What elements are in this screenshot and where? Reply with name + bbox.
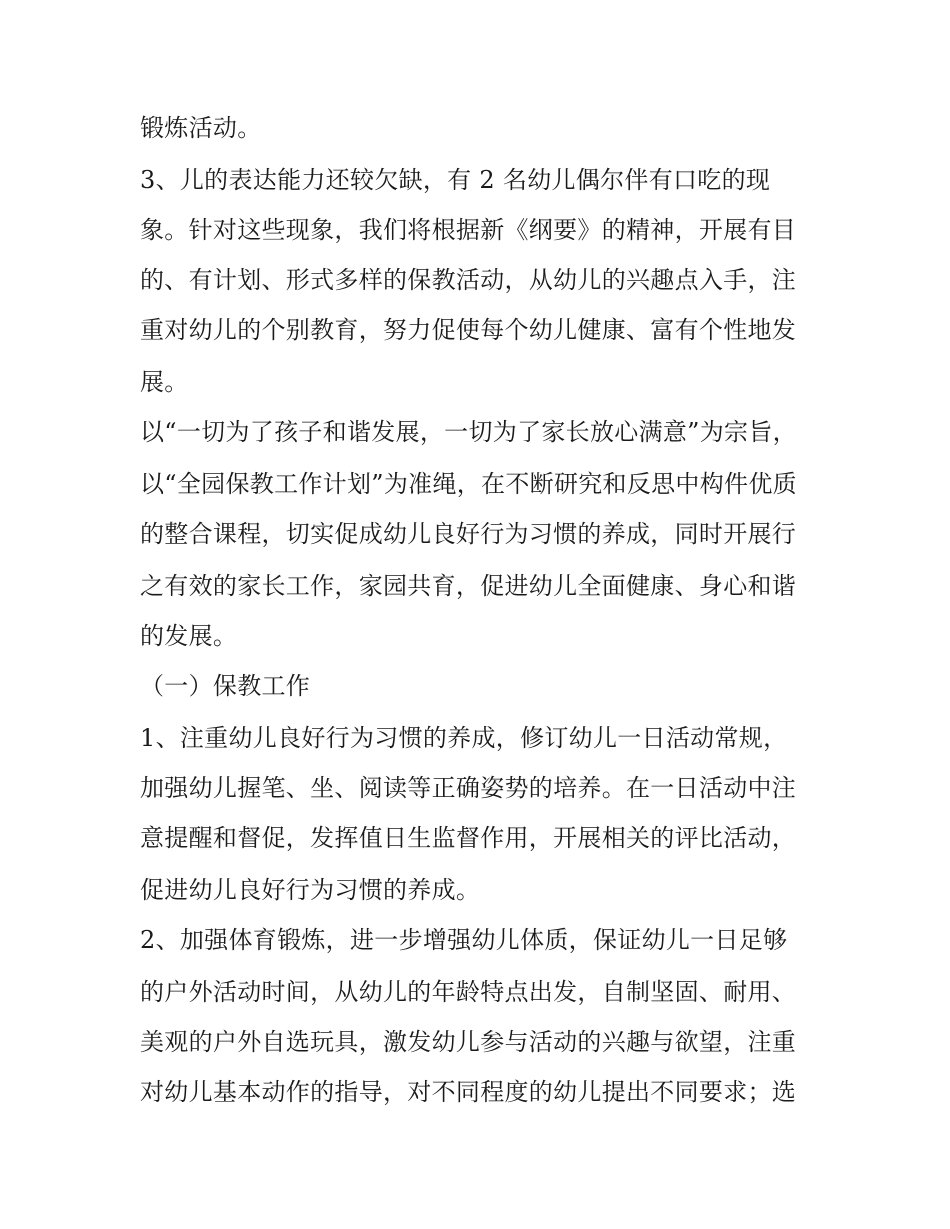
text-line: 1、注重幼儿良好行为习惯的养成，修订幼儿一日活动常规， xyxy=(140,724,788,752)
text-line: 重对幼儿的个别教育，努力促使每个幼儿健康、富有个性地发 xyxy=(140,316,797,344)
text-line: 的户外活动时间，从幼儿的年龄特点出发，自制坚固、耐用、 xyxy=(140,978,797,1006)
text-line: 以“一切为了孩子和谐发展，一切为了家长放心满意”为宗旨， xyxy=(140,418,797,446)
text-line: 的、有计划、形式多样的保教活动，从幼儿的兴趣点入手，注 xyxy=(140,266,797,294)
text-line: 对幼儿基本动作的指导，对不同程度的幼儿提出不同要求；选 xyxy=(140,1078,797,1106)
text-line: 以“全园保教工作计划”为准绳，在不断研究和反思中构件优质 xyxy=(140,470,797,498)
text-line: 美观的户外自选玩具，激发幼儿参与活动的兴趣与欲望，注重 xyxy=(140,1028,797,1056)
text-line: 2、加强体育锻炼，进一步增强幼儿体质，保证幼儿一日足够 xyxy=(140,926,788,954)
section-heading: （一）保教工作 xyxy=(140,672,311,700)
text-line: 意提醒和督促，发挥值日生监督作用，开展相关的评比活动， xyxy=(140,824,797,852)
text-line: 之有效的家长工作，家园共育，促进幼儿全面健康、身心和谐 xyxy=(140,572,797,600)
text-line: 3、儿的表达能力还较欠缺，有 2 名幼儿偶尔伴有口吃的现 xyxy=(140,166,771,194)
text-line: 展。 xyxy=(140,368,189,396)
text-line: 加强幼儿握笔、坐、阅读等正确姿势的培养。在一日活动中注 xyxy=(140,774,797,802)
text-line: 的发展。 xyxy=(140,622,238,650)
text-line: 锻炼活动。 xyxy=(140,114,262,142)
text-line: 促进幼儿良好行为习惯的养成。 xyxy=(140,876,481,904)
text-line: 象。针对这些现象，我们将根据新《纲要》的精神，开展有目 xyxy=(140,216,797,244)
text-line: 的整合课程，切实促成幼儿良好行为习惯的养成，同时开展行 xyxy=(140,520,797,548)
